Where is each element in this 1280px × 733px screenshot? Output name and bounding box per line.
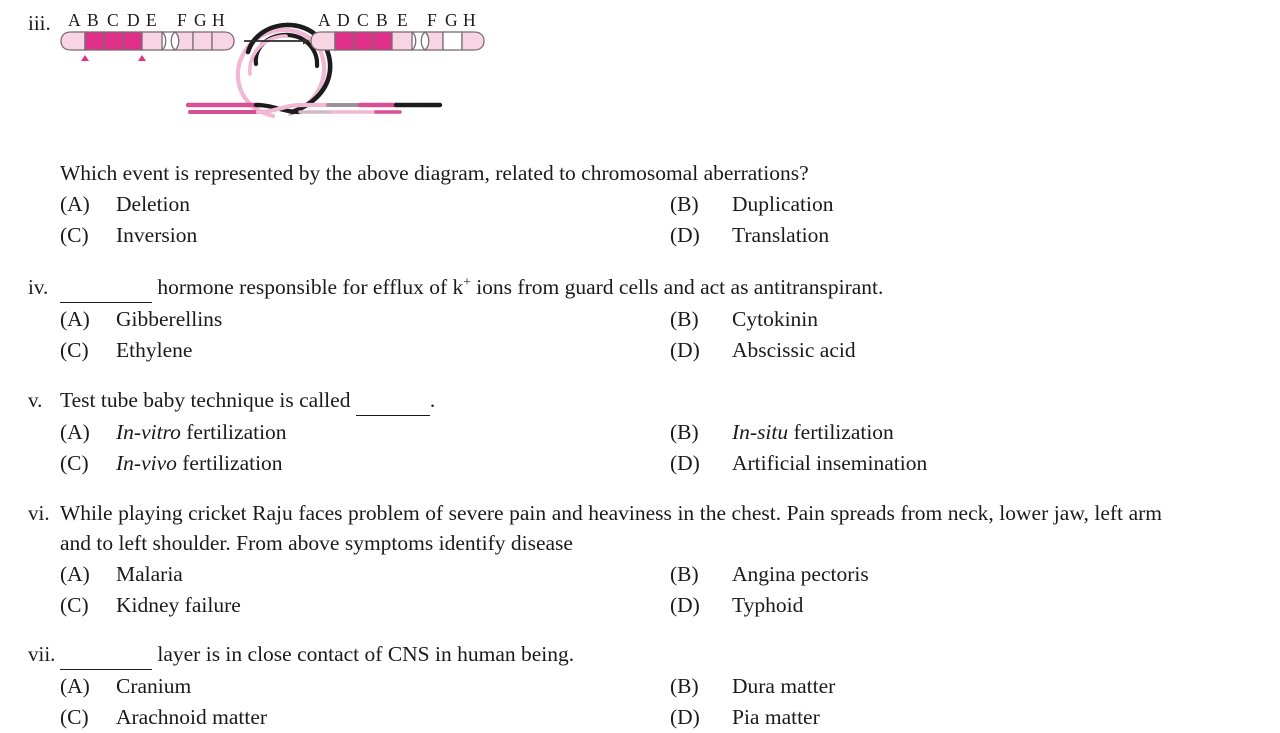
option-label: (B) <box>670 420 699 444</box>
option-vii-a[interactable] <box>60 671 670 702</box>
question-v <box>0 385 1280 479</box>
svg-text:H: H <box>212 10 226 30</box>
options-vi <box>60 559 1280 621</box>
option-text: Abscissic acid <box>732 338 856 362</box>
exam-page <box>0 8 1280 728</box>
option-label: (A) <box>60 192 90 216</box>
question-vi <box>0 498 1280 621</box>
option-text: Pia matter <box>732 705 820 729</box>
question-vii <box>0 639 1280 733</box>
option-text: Cranium <box>116 674 192 698</box>
svg-text:D: D <box>127 10 141 30</box>
options-iii <box>60 189 1280 251</box>
option-label: (D) <box>670 705 700 729</box>
option-text: Inversion <box>116 223 198 247</box>
option-vii-d[interactable] <box>670 702 1280 733</box>
option-text: Ethylene <box>116 338 193 362</box>
stem-text-part1: hormone responsible for efflux of k <box>157 275 464 299</box>
option-vi-a[interactable] <box>60 559 670 590</box>
option-text: Arachnoid matter <box>116 705 268 729</box>
option-label: (D) <box>670 223 700 247</box>
option-text <box>732 417 1280 448</box>
option-text: Typhoid <box>732 593 804 617</box>
svg-text:C: C <box>107 10 120 30</box>
question-stem-vii <box>60 639 1280 670</box>
option-label: (A) <box>60 420 90 444</box>
question-stem-iv <box>60 272 1280 303</box>
question-number-v: v. <box>28 388 43 412</box>
option-label: (A) <box>60 307 90 331</box>
option-vi-c[interactable] <box>60 590 670 621</box>
option-vi-b[interactable] <box>670 559 1280 590</box>
option-text-rest: fertilization <box>793 420 894 444</box>
question-number-vii: vii. <box>28 642 56 666</box>
svg-text:C: C <box>357 10 370 30</box>
stem-text-part2: . <box>429 388 436 412</box>
option-label: (B) <box>670 674 699 698</box>
option-text: Duplication <box>732 192 834 216</box>
option-label: (B) <box>670 562 699 586</box>
option-label: (C) <box>60 705 89 729</box>
option-iv-c[interactable] <box>60 335 670 366</box>
superscript-plus: + <box>463 273 471 289</box>
option-iv-d[interactable] <box>670 335 1280 366</box>
option-vii-c[interactable] <box>60 702 670 733</box>
svg-text:D: D <box>337 10 351 30</box>
option-label: (A) <box>60 674 90 698</box>
svg-text:E: E <box>397 10 409 30</box>
option-text-rest: fertilization <box>186 420 287 444</box>
svg-text:E: E <box>146 10 158 30</box>
question-stem-vi: While playing cricket Raju faces problem of severe pain and heaviness in the chest. Pain spreads from neck, lower jaw, left arm and to left shoulder. From above symptoms identify disease <box>60 501 1162 555</box>
svg-text:F: F <box>177 10 188 30</box>
option-italic-term: In-situ <box>732 420 789 444</box>
option-iv-b[interactable] <box>670 304 1280 335</box>
option-label: (C) <box>60 338 89 362</box>
option-iv-a[interactable] <box>60 304 670 335</box>
svg-text:F: F <box>427 10 438 30</box>
option-iii-d[interactable] <box>670 220 1280 251</box>
option-text: Angina pectoris <box>732 562 869 586</box>
left-chromosome-labels <box>68 10 225 30</box>
answer-blank[interactable] <box>356 385 430 416</box>
option-label: (D) <box>670 451 700 475</box>
breakpoint-marker <box>81 55 89 61</box>
stem-text-part2: layer is in close contact of CNS in human being. <box>157 642 575 666</box>
option-v-b[interactable] <box>670 417 1280 448</box>
question-iv <box>0 272 1280 366</box>
option-text: Malaria <box>116 562 183 586</box>
svg-text:H: H <box>463 10 477 30</box>
option-label: (B) <box>670 307 699 331</box>
stem-text-part1: Test tube baby technique is called <box>60 388 351 412</box>
option-text <box>116 417 670 448</box>
stem-text-part2: ions from guard cells and act as antitranspirant. <box>476 275 884 299</box>
option-text: Translation <box>732 223 830 247</box>
breakpoint-marker <box>138 55 146 61</box>
option-text-rest: fertilization <box>182 451 283 475</box>
option-v-c[interactable] <box>60 448 670 479</box>
option-label: (D) <box>670 593 700 617</box>
option-vi-d[interactable] <box>670 590 1280 621</box>
option-v-d[interactable] <box>670 448 1280 479</box>
question-number-iv: iv. <box>28 275 49 299</box>
question-stem-v <box>60 385 1280 416</box>
svg-text:A: A <box>318 10 332 30</box>
option-text: Deletion <box>116 192 191 216</box>
right-chromosome <box>311 32 484 50</box>
option-text: Dura matter <box>732 674 836 698</box>
option-label: (C) <box>60 593 89 617</box>
chromosome-inversion-diagram <box>60 8 1280 158</box>
options-vii <box>60 671 1280 733</box>
option-italic-term: In-vitro <box>116 420 181 444</box>
option-label: (C) <box>60 223 89 247</box>
option-italic-term: In-vivo <box>116 451 177 475</box>
answer-blank[interactable] <box>60 639 152 670</box>
options-v <box>60 417 1280 479</box>
option-label: (B) <box>670 192 699 216</box>
option-vii-b[interactable] <box>670 671 1280 702</box>
answer-blank[interactable] <box>60 272 152 303</box>
left-chromosome <box>61 32 234 61</box>
question-stem-iii: Which event is represented by the above diagram, related to chromosomal aberrations? <box>60 161 809 185</box>
option-label: (A) <box>60 562 90 586</box>
svg-text:B: B <box>87 10 100 30</box>
option-text <box>116 448 670 479</box>
svg-text:B: B <box>376 10 389 30</box>
option-text: Kidney failure <box>116 593 241 617</box>
option-label: (C) <box>60 451 89 475</box>
right-chromosome-labels <box>318 10 476 30</box>
options-iv <box>60 304 1280 366</box>
svg-text:G: G <box>194 10 208 30</box>
question-number-iii: iii. <box>28 11 51 35</box>
question-number-vi: vi. <box>28 501 50 525</box>
option-iii-a[interactable] <box>60 189 670 220</box>
option-text: Gibberellins <box>116 307 223 331</box>
option-text: Cytokinin <box>732 307 819 331</box>
option-text: Artificial insemination <box>732 451 928 475</box>
option-iii-c[interactable] <box>60 220 670 251</box>
svg-text:A: A <box>68 10 82 30</box>
option-v-a[interactable] <box>60 417 670 448</box>
svg-text:G: G <box>445 10 459 30</box>
option-label: (D) <box>670 338 700 362</box>
question-iii <box>0 8 1280 251</box>
loop-base-strands <box>188 105 440 112</box>
option-iii-b[interactable] <box>670 189 1280 220</box>
